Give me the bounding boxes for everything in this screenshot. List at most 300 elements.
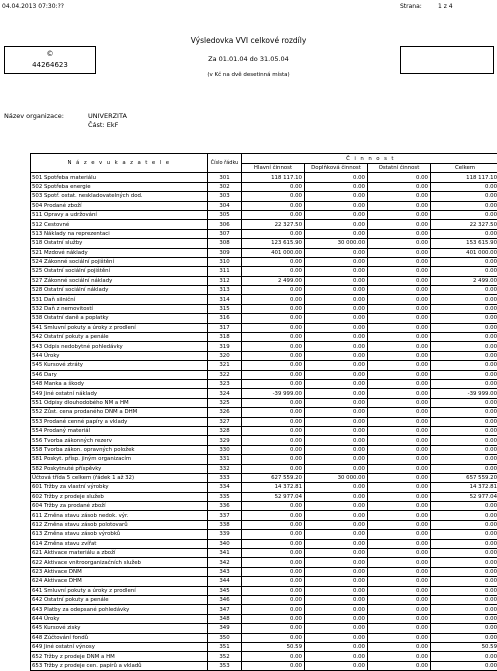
value-other: 0.00 [368,445,431,454]
table-row [31,473,497,482]
table-row [31,182,497,191]
value-total: 0.00 [431,333,497,342]
row-number: 309 [208,248,242,257]
row-number: 317 [208,323,242,332]
row-label: 554 Prodaný materiál [31,426,208,435]
value-total: 0.00 [431,567,497,576]
value-main: 0.00 [242,398,305,407]
value-total: 118 117.10 [431,173,497,182]
value-additional: 0.00 [305,502,368,511]
value-main: 2 499.00 [242,276,305,285]
row-label: 502 Spotřeba energie [31,182,208,191]
value-total: 0.00 [431,464,497,473]
value-main: 0.00 [242,182,305,191]
value-additional: 0.00 [305,248,368,257]
value-main: 0.00 [242,624,305,633]
value-other: 0.00 [368,408,431,417]
row-number: 321 [208,361,242,370]
table-row [31,426,497,435]
table-row [31,210,497,219]
value-additional: 0.00 [305,286,368,295]
value-total: 0.00 [431,286,497,295]
value-additional: 0.00 [305,342,368,351]
value-other: 0.00 [368,201,431,210]
value-total: 0.00 [431,192,497,201]
value-additional: 0.00 [305,633,368,642]
value-total: 0.00 [431,182,497,191]
value-other: 0.00 [368,661,431,670]
row-number: 319 [208,342,242,351]
row-label: 558 Tvorba zákon. opravných položek [31,445,208,454]
value-main: 0.00 [242,586,305,595]
row-number: 303 [208,192,242,201]
table-row [31,370,497,379]
table-row [31,239,497,248]
value-additional: 0.00 [305,408,368,417]
value-other: 0.00 [368,511,431,520]
row-label: 653 Tržby z prodeje cen. papírů a vkladů [31,661,208,670]
value-additional: 0.00 [305,361,368,370]
value-other: 0.00 [368,417,431,426]
row-label: 541 Smluvní pokuty a úroky z prodlení [31,323,208,332]
value-other: 0.00 [368,633,431,642]
value-total: 0.00 [431,595,497,604]
table-row [31,436,497,445]
row-label: 623 Aktivace DNM [31,567,208,576]
value-main: 0.00 [242,210,305,219]
row-number: 328 [208,426,242,435]
value-other: 0.00 [368,595,431,604]
table-row [31,549,497,558]
row-number: 333 [208,473,242,482]
value-total: 0.00 [431,370,497,379]
row-label: 545 Kursové ztráty [31,361,208,370]
value-additional: 0.00 [305,220,368,229]
table-row [31,502,497,511]
col-header-other: Ostatní činnost [368,164,431,173]
row-number: 310 [208,257,242,266]
value-total: 0.00 [431,257,497,266]
value-other: 0.00 [368,239,431,248]
row-number: 324 [208,389,242,398]
value-other: 0.00 [368,605,431,614]
row-label: Účtová třída 5 celkem (řádek 1 až 32) [31,473,208,482]
table-row [31,304,497,313]
value-main: 0.00 [242,267,305,276]
table-row [31,286,497,295]
value-other: 0.00 [368,276,431,285]
value-total: 14 372.81 [431,483,497,492]
table-row [31,342,497,351]
row-number: 315 [208,304,242,313]
value-additional: 0.00 [305,276,368,285]
row-label: 611 Změna stavu zásob nedok. výr. [31,511,208,520]
row-number: 346 [208,595,242,604]
value-additional: 0.00 [305,567,368,576]
row-label: 612 Změna stavu zásob polotovarů [31,520,208,529]
row-label: 511 Opravy a udržování [31,210,208,219]
value-additional: 0.00 [305,257,368,266]
value-total: 657 559.20 [431,473,497,482]
value-other: 0.00 [368,473,431,482]
row-number: 351 [208,642,242,651]
ico-number: 44264623 [5,61,95,69]
row-label: 602 Tržby z prodeje služeb [31,492,208,501]
row-number: 301 [208,173,242,182]
value-main: 0.00 [242,520,305,529]
value-main: 401 000.00 [242,248,305,257]
table-row [31,248,497,257]
value-additional: 0.00 [305,549,368,558]
value-main: 0.00 [242,530,305,539]
row-label: 622 Aktivace vnitroorganizačních služeb [31,558,208,567]
table-row [31,220,497,229]
row-number: 306 [208,220,242,229]
print-date: 04.04.2013 07:30:?? [2,3,64,10]
col-header-main: Hlavní činnost [242,164,305,173]
value-other: 0.00 [368,624,431,633]
org-name: UNIVERZITA [88,112,127,120]
value-other: 0.00 [368,342,431,351]
row-label: 556 Tvorba zákonných rezerv [31,436,208,445]
value-total: 0.00 [431,295,497,304]
value-additional: 0.00 [305,558,368,567]
value-total: 52 977.04 [431,492,497,501]
row-label: 542 Ostatní pokuty a penále [31,333,208,342]
value-additional: 0.00 [305,370,368,379]
value-additional: 0.00 [305,398,368,407]
value-main: 0.00 [242,342,305,351]
table-row [31,267,497,276]
value-other: 0.00 [368,333,431,342]
value-other: 0.00 [368,295,431,304]
row-number: 353 [208,661,242,670]
value-additional: 0.00 [305,192,368,201]
row-label: 527 Zákonné sociální náklady [31,276,208,285]
row-label: 551 Odpisy dlouhodobého NM a HM [31,398,208,407]
row-label: 528 Ostatní sociální náklady [31,286,208,295]
row-label: 553 Prodané cenné papíry a vklady [31,417,208,426]
table-row [31,483,497,492]
row-number: 316 [208,314,242,323]
value-additional: 0.00 [305,267,368,276]
value-total: -39 999.00 [431,389,497,398]
row-label: 512 Cestovné [31,220,208,229]
value-additional: 0.00 [305,652,368,661]
row-number: 341 [208,549,242,558]
org-part: Část: EkF [88,121,118,129]
row-label: 645 Kursové zisky [31,624,208,633]
value-other: 0.00 [368,182,431,191]
row-label: 503 Spotř. ostat. neskladovatelných dod. [31,192,208,201]
value-other: 0.00 [368,257,431,266]
value-additional: 0.00 [305,455,368,464]
value-additional: 0.00 [305,586,368,595]
value-total: 0.00 [431,614,497,623]
col-header-additional: Doplňková činnost [305,164,368,173]
value-total: 0.00 [431,398,497,407]
row-number: 313 [208,286,242,295]
value-other: 0.00 [368,379,431,388]
table-row [31,333,497,342]
value-other: 0.00 [368,642,431,651]
value-main: 0.00 [242,229,305,238]
value-other: 0.00 [368,267,431,276]
value-total: 0.00 [431,605,497,614]
row-number: 308 [208,239,242,248]
value-main: 0.00 [242,445,305,454]
value-main: 0.00 [242,549,305,558]
value-other: 0.00 [368,351,431,360]
value-total: 0.00 [431,558,497,567]
value-total: 0.00 [431,426,497,435]
value-additional: 0.00 [305,614,368,623]
row-label: 531 Daň silniční [31,295,208,304]
row-number: 314 [208,295,242,304]
value-other: 0.00 [368,398,431,407]
row-label: 648 Zúčtování fondů [31,633,208,642]
table-row [31,323,497,332]
value-additional: 0.00 [305,389,368,398]
value-main: 0.00 [242,370,305,379]
value-other: 0.00 [368,210,431,219]
value-total: 0.00 [431,304,497,313]
value-main: 0.00 [242,314,305,323]
value-additional: 0.00 [305,201,368,210]
value-additional: 0.00 [305,173,368,182]
row-label: 642 Ostatní pokuty a penále [31,595,208,604]
value-other: 0.00 [368,539,431,548]
table-row [31,257,497,266]
value-total: 0.00 [431,342,497,351]
value-additional: 0.00 [305,295,368,304]
table-row [31,652,497,661]
value-additional: 0.00 [305,426,368,435]
value-main: 14 372.81 [242,483,305,492]
row-number: 305 [208,210,242,219]
value-main: 0.00 [242,361,305,370]
table-row [31,595,497,604]
table-row [31,464,497,473]
value-main: 0.00 [242,333,305,342]
value-total: 0.00 [431,624,497,633]
value-other: 0.00 [368,426,431,435]
value-other: 0.00 [368,229,431,238]
row-label: 621 Aktivace materiálu a zboží [31,549,208,558]
value-total: 0.00 [431,520,497,529]
table-row [31,314,497,323]
page-label: Strana: [400,3,422,10]
row-label: 604 Tržby za prodané zboží [31,502,208,511]
value-main: 0.00 [242,558,305,567]
row-label: 521 Mzdové náklady [31,248,208,257]
row-number: 340 [208,539,242,548]
value-additional: 0.00 [305,417,368,426]
value-main: 22 327.50 [242,220,305,229]
value-additional: 0.00 [305,464,368,473]
value-main: 0.00 [242,464,305,473]
value-main: 0.00 [242,417,305,426]
table-row [31,511,497,520]
value-total: 2 499.00 [431,276,497,285]
row-number: 338 [208,520,242,529]
value-additional: 0.00 [305,520,368,529]
value-total: 0.00 [431,502,497,511]
row-number: 329 [208,436,242,445]
table-row [31,455,497,464]
value-other: 0.00 [368,558,431,567]
value-main: 0.00 [242,455,305,464]
value-total: 0.00 [431,661,497,670]
value-additional: 0.00 [305,210,368,219]
value-other: 0.00 [368,304,431,313]
row-label: 643 Platby za odepsané pohledávky [31,605,208,614]
value-other: 0.00 [368,520,431,529]
value-total: 0.00 [431,351,497,360]
table-row [31,539,497,548]
value-total: 0.00 [431,455,497,464]
table-row [31,173,497,182]
value-other: 0.00 [368,652,431,661]
value-additional: 0.00 [305,483,368,492]
table-row [31,229,497,238]
value-additional: 0.00 [305,605,368,614]
value-total: 0.00 [431,229,497,238]
row-number: 342 [208,558,242,567]
row-label: 652 Tržby z prodeje DNM a HM [31,652,208,661]
value-additional: 0.00 [305,229,368,238]
row-number: 334 [208,483,242,492]
value-main: 0.00 [242,286,305,295]
value-main: 52 977.04 [242,492,305,501]
org-label: Název organizace: [4,112,64,120]
value-other: 0.00 [368,436,431,445]
value-main: 0.00 [242,295,305,304]
table-row [31,520,497,529]
value-main: 0.00 [242,408,305,417]
row-number: 347 [208,605,242,614]
value-additional: 0.00 [305,595,368,604]
value-total: 0.00 [431,379,497,388]
value-total: 0.00 [431,323,497,332]
value-total: 0.00 [431,633,497,642]
table-row [31,577,497,586]
value-total: 153 615.90 [431,239,497,248]
row-label: 613 Změna stavu zásob výrobků [31,530,208,539]
row-label: 543 Odpis nedobytné pohledávky [31,342,208,351]
value-main: 118 117.10 [242,173,305,182]
value-additional: 0.00 [305,511,368,520]
row-label: 538 Ostatní daně a poplatky [31,314,208,323]
col-header-row: Číslo řádku [208,154,242,173]
value-main: 0.00 [242,436,305,445]
row-number: 307 [208,229,242,238]
row-number: 326 [208,408,242,417]
row-number: 344 [208,577,242,586]
row-number: 312 [208,276,242,285]
value-total: 0.00 [431,577,497,586]
value-total: 0.00 [431,210,497,219]
row-label: 525 Ostatní sociální pojištění [31,267,208,276]
row-number: 302 [208,182,242,191]
table-row [31,417,497,426]
col-header-total: Celkem [431,164,497,173]
row-number: 337 [208,511,242,520]
table-row [31,201,497,210]
value-main: 0.00 [242,502,305,511]
value-total: 0.00 [431,530,497,539]
value-total: 0.00 [431,652,497,661]
row-label: 532 Daň z nemovitostí [31,304,208,313]
value-additional: 30 000.00 [305,239,368,248]
table-row [31,492,497,501]
value-additional: 0.00 [305,314,368,323]
value-main: 50.59 [242,642,305,651]
row-number: 330 [208,445,242,454]
value-total: 0.00 [431,445,497,454]
value-other: 0.00 [368,173,431,182]
value-additional: 0.00 [305,182,368,191]
value-additional: 0.00 [305,642,368,651]
value-main: 0.00 [242,595,305,604]
income-statement-table [30,153,497,671]
value-additional: 0.00 [305,304,368,313]
col-header-activity: Č i n n o s t [242,154,497,164]
value-other: 0.00 [368,220,431,229]
row-number: 352 [208,652,242,661]
value-other: 0.00 [368,614,431,623]
value-total: 0.00 [431,201,497,210]
table-row [31,192,497,201]
value-total: 0.00 [431,361,497,370]
value-main: 0.00 [242,323,305,332]
row-number: 325 [208,398,242,407]
value-other: 0.00 [368,455,431,464]
value-other: 0.00 [368,361,431,370]
value-main: 0.00 [242,192,305,201]
value-additional: 0.00 [305,624,368,633]
value-main: 627 559.20 [242,473,305,482]
table-row [31,558,497,567]
value-additional: 0.00 [305,333,368,342]
value-total: 0.00 [431,436,497,445]
value-main: 0.00 [242,426,305,435]
row-label: 546 Dary [31,370,208,379]
value-other: 0.00 [368,483,431,492]
value-main: 123 615.90 [242,239,305,248]
value-total: 401 000.00 [431,248,497,257]
value-additional: 0.00 [305,539,368,548]
page-number: 1 z 4 [438,3,453,10]
value-other: 0.00 [368,389,431,398]
row-label: 582 Poskytnuté příspěvky [31,464,208,473]
row-number: 320 [208,351,242,360]
row-label: 601 Tržby za vlastní výrobky [31,483,208,492]
table-row [31,361,497,370]
row-number: 318 [208,333,242,342]
value-total: 0.00 [431,549,497,558]
value-main: 0.00 [242,577,305,586]
row-number: 331 [208,455,242,464]
table-row [31,445,497,454]
row-label: 501 Spotřeba materiálu [31,173,208,182]
row-label: 544 Úroky [31,351,208,360]
table-row [31,661,497,670]
value-other: 0.00 [368,586,431,595]
table-row [31,614,497,623]
row-label: 504 Prodané zboží [31,201,208,210]
row-label: 524 Zákonné sociální pojištění [31,257,208,266]
